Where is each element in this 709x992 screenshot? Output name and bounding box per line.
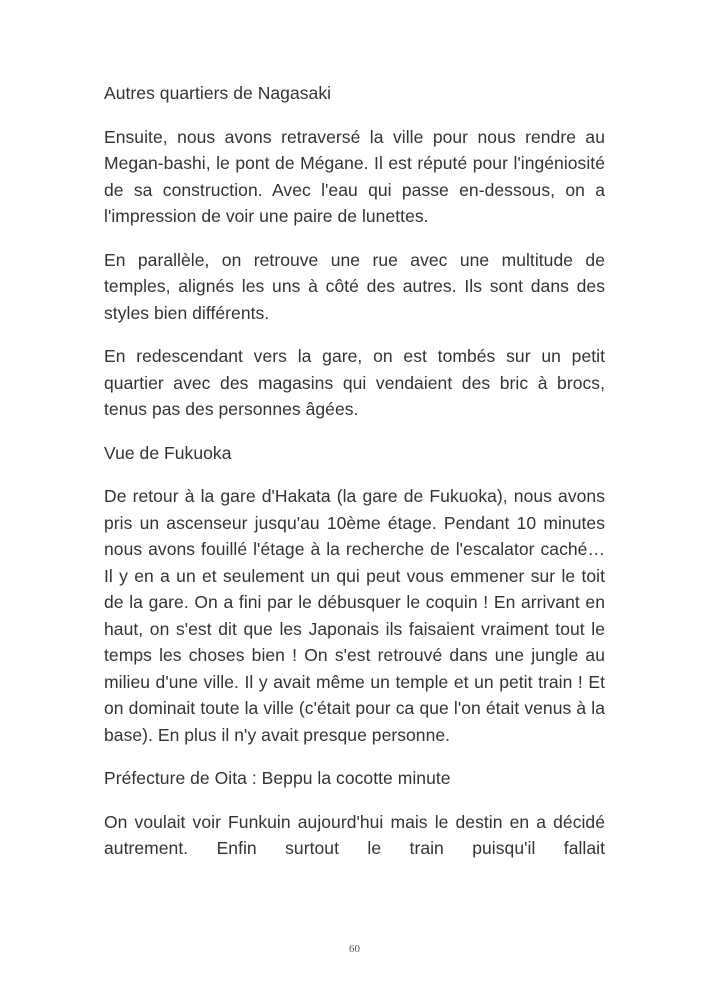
section-heading-oita: Préfecture de Oita : Beppu la cocotte minute <box>104 768 451 788</box>
paragraph-hakata-rooftop: De retour à la gare d'Hakata (la gare de Fukuoka), nous avons pris un ascenseur jusqu'au 10ème étage. Pendant 10 minutes nous avons fouillé l'étage à la recherche de l'escalator caché… Il y en a un et seulement un qui peut vous emmener sur le toit de la gare. On a fini par le débusquer le coquin ! En arrivant en haut, on s'est dit que les Japonais ils faisaient vraiment tout le temps les choses bien ! On s'est retrouvé dans une jungle au milieu d'une ville. Il y avait même un temple et un petit train ! Et on dominait toute la ville (c'était pour ca que l'on était venus à la base). En plus il n'y avait presque personne. <box>104 486 605 745</box>
page-number: 60 <box>349 943 360 955</box>
paragraph-bric-a-brac: En redescendant vers la gare, on est tombés sur un petit quartier avec des magasins qui vendaient des bric à brocs, tenus pas des personnes âgées. <box>104 346 605 419</box>
page-content <box>104 80 605 862</box>
paragraph-funkuin: On voulait voir Funkuin aujourd'hui mais le destin en a décidé autrement. Enfin surtout le train puisqu'il fallait <box>104 811 605 858</box>
section-heading-nagasaki: Autres quartiers de Nagasaki <box>104 83 332 103</box>
paragraph-megane-bashi: Ensuite, nous avons retraversé la ville pour nous rendre au Megan-bashi, le pont de Mégane. Il est réputé pour l'ingéniosité de sa construction. Avec l'eau qui passe en-dessous, on a l'impression de voir une paire de lunettes. <box>104 126 605 226</box>
section-heading-fukuoka: Vue de Fukuoka <box>104 442 232 463</box>
paragraph-temples: En parallèle, on retrouve une rue avec une multitude de temples, alignés les uns à côté des autres. Ils sont dans des styles bien différents. <box>104 249 605 323</box>
